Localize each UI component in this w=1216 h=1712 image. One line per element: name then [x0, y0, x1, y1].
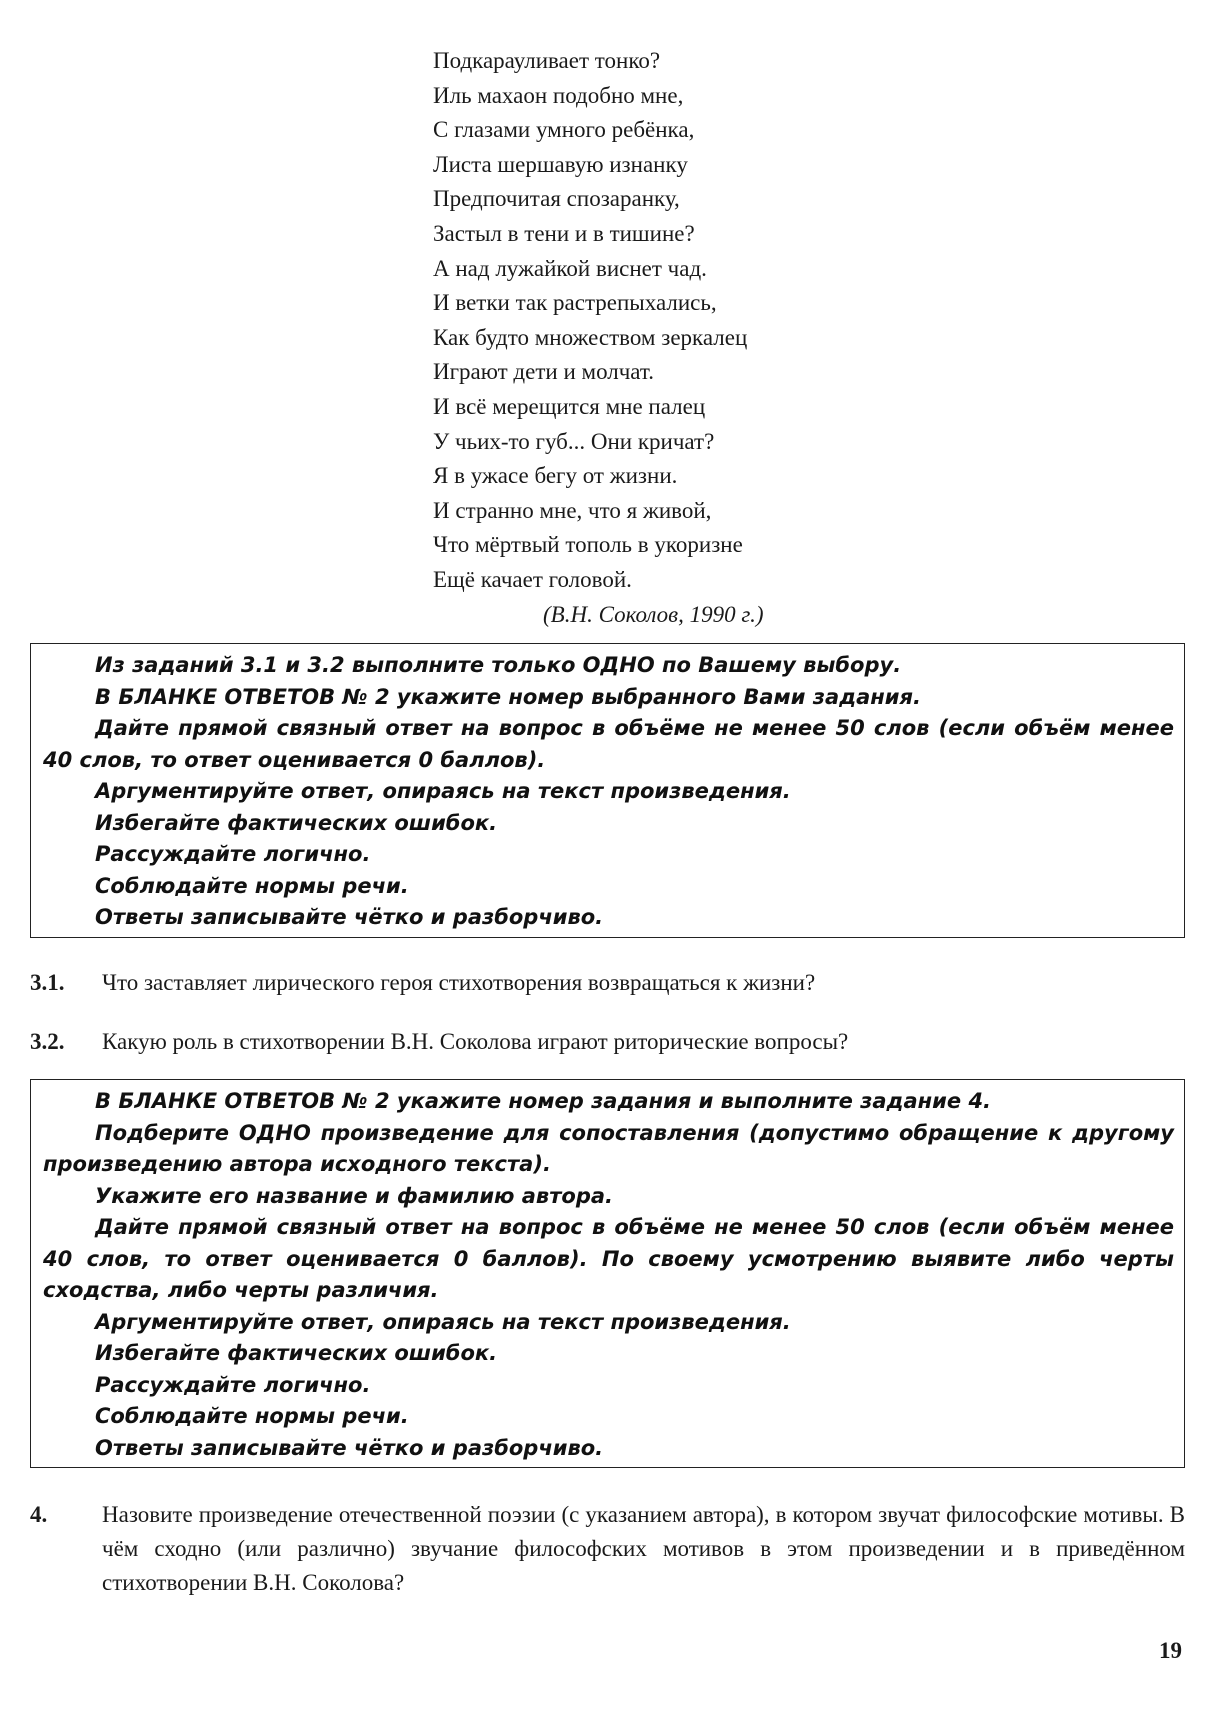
poem-line: Предпочитая спозаранку,: [433, 186, 680, 212]
poem-line: И ветки так растрепыхались,: [433, 290, 717, 316]
instruction-paragraph: Аргументируйте ответ, опираясь на текст произведения.: [95, 779, 791, 803]
poem-line: Иль махаон подобно мне,: [433, 82, 684, 108]
poem-line: С глазами умного ребёнка,: [433, 117, 695, 143]
instruction-paragraph: Соблюдайте нормы речи.: [95, 1404, 409, 1428]
poem-line: Что мёртвый тополь в укоризне: [433, 532, 743, 558]
instructions-box-task-4: [30, 1079, 1185, 1468]
instruction-paragraph: Подберите ОДНО произведение для сопоставления (допустимо обращение к другому произведению автора исходного текста).: [43, 1120, 1174, 1176]
instruction-paragraph: Аргументируйте ответ, опираясь на текст произведения.: [95, 1309, 791, 1334]
instruction-paragraph: Дайте прямой связный ответ на вопрос в объёме не менее 50 слов (если объём менее 40 слов, то ответ оценивается 0 баллов). По своему усмотрению выявите либо черты сходства, либо черты различия.: [43, 1215, 1174, 1302]
poem-line: И всё мерещится мне палец: [433, 393, 706, 419]
question-number: 3.1.: [30, 970, 65, 995]
question-text: Назовите произведение отечественной поэзии (с указанием автора), в котором звучат философские мотивы. В чём сходно (или различно) звучание философских мотивов в этом произведении и в приведённом стихотворении В.Н. Соколова?: [102, 1502, 1185, 1595]
question-4: [30, 1498, 1185, 1600]
poem-line: А над лужайкой виснет чад.: [433, 255, 707, 281]
poem-line: Застыл в тени и в тишине?: [433, 220, 695, 246]
instruction-paragraph: В БЛАНКЕ ОТВЕТОВ № 2 укажите номер задания и выполните задание 4.: [95, 1089, 992, 1113]
instruction-paragraph: Избегайте фактических ошибок.: [95, 1341, 498, 1365]
poem-line: У чьих-то губ... Они кричат?: [433, 428, 715, 454]
question-number: 3.2.: [30, 1029, 65, 1054]
poem-attribution: (В.Н. Соколов, 1990 г.): [543, 601, 764, 627]
question-number: 4.: [30, 1502, 48, 1527]
instruction-paragraph: Рассуждайте логично.: [95, 842, 371, 866]
instruction-paragraph: В БЛАНКЕ ОТВЕТОВ № 2 укажите номер выбранного Вами задания.: [95, 684, 921, 709]
instruction-paragraph: Рассуждайте логично.: [95, 1372, 371, 1397]
instruction-paragraph: Ответы записывайте чётко и разборчиво.: [95, 1435, 604, 1460]
question-3-2: [30, 1025, 1185, 1059]
poem-line: И странно мне, что я живой,: [433, 497, 712, 523]
poem-line: Подкарауливает тонко?: [433, 48, 661, 73]
poem-line: Играют дети и молчат.: [433, 359, 654, 385]
question-text: Что заставляет лирического героя стихотворения возвращаться к жизни?: [102, 970, 816, 995]
instruction-paragraph: Дайте прямой связный ответ на вопрос в объёме не менее 50 слов (если объём менее 40 слов, то ответ оценивается 0 баллов).: [43, 716, 1174, 772]
instructions-box-tasks-3: [30, 643, 1185, 938]
instruction-paragraph: Избегайте фактических ошибок.: [95, 810, 498, 835]
instruction-paragraph: Укажите его название и фамилию автора.: [95, 1183, 613, 1208]
question-text: Какую роль в стихотворении В.Н. Соколова играют риторические вопросы?: [102, 1029, 849, 1054]
instruction-paragraph: Ответы записывайте чётко и разборчиво.: [95, 905, 604, 929]
page-number: 19: [1159, 1638, 1182, 1663]
poem-line: Как будто множеством зеркалец: [433, 324, 748, 350]
instruction-paragraph: Соблюдайте нормы речи.: [95, 873, 409, 898]
poem-line: Я в ужасе бегу от жизни.: [433, 463, 678, 489]
instruction-paragraph: Из заданий 3.1 и 3.2 выполните только ОДНО по Вашему выбору.: [95, 653, 902, 677]
poem-line: Ещё качает головой.: [433, 566, 632, 592]
question-3-1: [30, 966, 1185, 1000]
poem: [433, 44, 993, 632]
poem-line: Листа шершавую изнанку: [433, 151, 688, 177]
